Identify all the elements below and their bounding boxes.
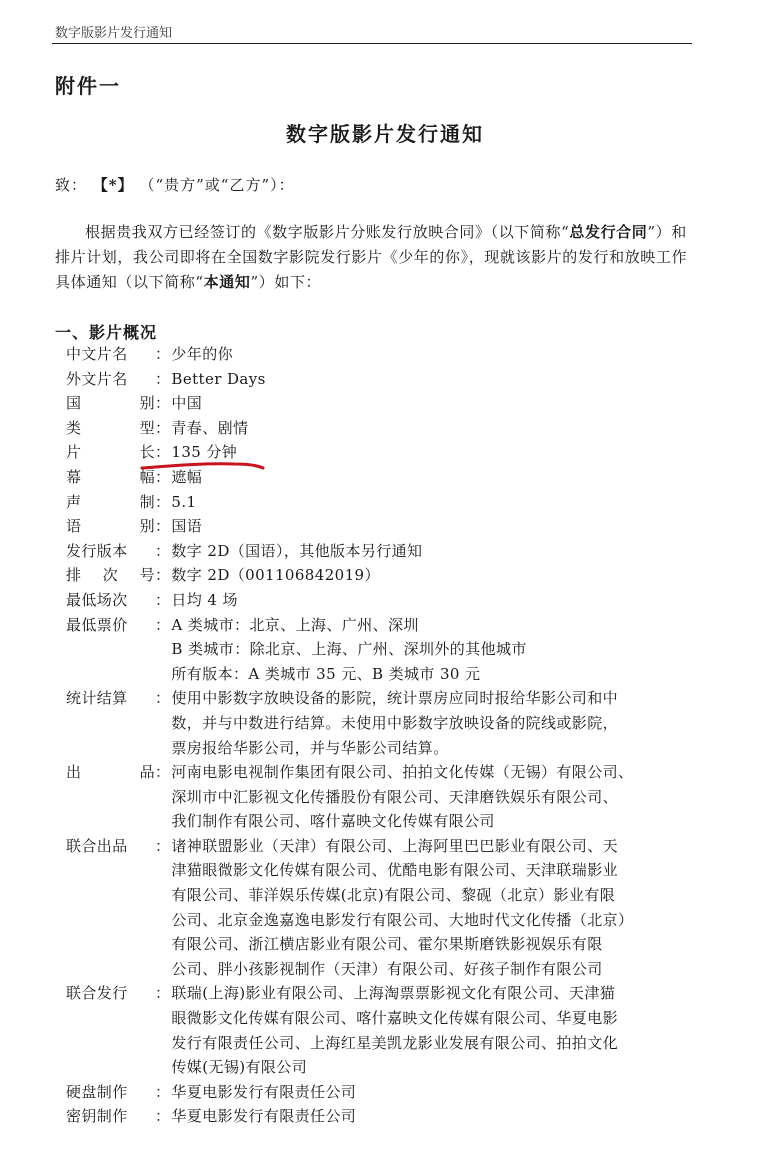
label-colon: ： — [155, 369, 171, 388]
info-label: 片 长 — [66, 443, 155, 462]
red-handwritten-underline — [140, 459, 265, 473]
info-row — [66, 981, 706, 1079]
label-colon: ： — [155, 394, 171, 413]
info-row — [66, 613, 706, 687]
info-value-line: 使用中影数字放映设备的影院，统计票房应同时报给华影公司和中 — [171, 689, 619, 708]
intro-text-1: 根据贵我双方已经签订的《数字版影片分账发行放映合同》（以下简称“ — [85, 223, 570, 241]
intro-term-notice: 本通知 — [203, 273, 251, 291]
info-row — [66, 416, 706, 441]
intro-text-3: ”）如下： — [250, 273, 322, 291]
info-value-line: 公司、胖小孩影视制作（天津）有限公司、好孩子制作有限公司 — [171, 959, 603, 978]
info-value-line: 津猫眼微影文化传媒有限公司、优酷电影有限公司、天津联瑞影业 — [171, 861, 619, 880]
info-label: 声 制 — [66, 492, 155, 511]
info-label: 发行版本 — [66, 541, 128, 560]
salutation — [55, 174, 295, 195]
info-value-line: 遮幅 — [171, 467, 203, 486]
info-value — [171, 342, 706, 367]
info-value-line: 数字 2D（001106842019） — [171, 566, 380, 585]
info-row — [66, 1080, 706, 1105]
info-row — [66, 834, 706, 982]
info-value-line: 数字 2D（国语），其他版本另行通知 — [171, 541, 423, 560]
label-colon: ： — [155, 566, 171, 585]
info-value-line: 青春、剧情 — [171, 418, 249, 437]
info-value — [171, 391, 706, 416]
info-label: 中文片名 — [66, 345, 128, 363]
info-label: 密钥制作 — [66, 1107, 128, 1126]
section-heading-overview: 一、影片概况 — [55, 323, 158, 342]
info-value-line: 发行有限责任公司、上海红星美凯龙影业发展有限公司、拍拍文化 — [171, 1033, 619, 1052]
info-label: 语 别 — [66, 517, 155, 536]
info-value-line: 有限公司、浙江横店影业有限公司、霍尔果斯磨铁影视娱乐有限 — [171, 935, 603, 954]
label-colon: ： — [155, 590, 171, 609]
info-value — [171, 981, 711, 1079]
info-row — [66, 760, 706, 834]
label-colon: ： — [155, 836, 171, 855]
info-value — [171, 563, 706, 588]
label-colon: ： — [155, 1082, 171, 1101]
info-value — [171, 514, 706, 539]
info-label: 外文片名 — [66, 369, 128, 388]
info-row — [66, 342, 706, 367]
running-header: 数字版影片发行通知 — [55, 26, 173, 41]
info-row — [66, 539, 706, 564]
info-value-line: 联瑞(上海)影业有限公司、上海淘票票影视文化有限公司、天津猫 — [171, 984, 616, 1003]
info-label: 国 别 — [66, 394, 155, 413]
label-colon: ： — [155, 467, 171, 486]
info-value-line: 日均 4 场 — [171, 590, 238, 609]
info-value — [171, 760, 711, 834]
label-colon: ： — [155, 541, 171, 560]
info-value-line: 诸神联盟影业（天津）有限公司、上海阿里巴巴影业有限公司、天 — [171, 836, 619, 855]
info-label: 类 型 — [66, 418, 155, 437]
info-value — [171, 1080, 706, 1105]
info-row — [66, 391, 706, 416]
info-value — [171, 416, 706, 441]
info-value-line: 有限公司、菲洋娱乐传媒(北京)有限公司、黎砚（北京）影业有限 — [171, 886, 616, 905]
info-label: 硬盘制作 — [66, 1082, 128, 1101]
info-value-line: 华夏电影发行有限责任公司 — [171, 1107, 357, 1126]
info-value-line: 中国 — [171, 394, 203, 413]
document-title: 数字版影片发行通知 — [286, 122, 484, 146]
label-colon: ： — [155, 689, 171, 708]
info-value — [171, 539, 706, 564]
attachment-label: 附件一 — [55, 74, 121, 98]
label-colon: ： — [155, 763, 171, 782]
info-value — [171, 834, 711, 982]
label-colon: ： — [155, 1107, 171, 1126]
info-value-line: 数，并与中数进行结算。未使用中影数字放映设备的院线或影院， — [171, 713, 619, 732]
info-label: 排 次 号 — [66, 566, 155, 585]
info-label: 出 品 — [66, 763, 155, 782]
info-value-line: 我们制作有限公司、喀什嘉映文化传媒有限公司 — [171, 812, 495, 831]
info-value-line: 眼微影文化传媒有限公司、喀什嘉映文化传媒有限公司、华夏电影 — [171, 1009, 619, 1028]
info-value — [171, 588, 706, 613]
info-value — [171, 613, 711, 687]
label-colon: ： — [155, 492, 171, 511]
label-colon: ： — [155, 615, 171, 634]
info-value-line: 深圳市中汇影视文化传播股份有限公司、天津磨铁娱乐有限公司、 — [171, 787, 619, 806]
info-value-line: 河南电影电视制作集团有限公司、拍拍文化传媒（无锡）有限公司、 — [171, 763, 634, 782]
salutation-prefix: 致： — [55, 176, 88, 194]
info-value-line: 传媒(无锡)有限公司 — [171, 1058, 308, 1077]
intro-text-2: ”）和排片计划，我公司即将在全国数字影院发行影片《少年的你》，现就该影片的发行和放映工作具体通知（以下简称“ — [55, 223, 688, 291]
header-divider — [52, 43, 692, 44]
label-colon: ： — [155, 984, 171, 1003]
info-row — [66, 514, 706, 539]
info-label: 最低场次 — [66, 590, 128, 609]
info-value-line: 票房报给华影公司，并与华影公司结算。 — [171, 738, 449, 757]
info-label: 幕 幅 — [66, 467, 155, 486]
info-row — [66, 588, 706, 613]
info-row — [66, 686, 706, 760]
info-value — [171, 1104, 706, 1129]
info-value-line: 少年的你 — [171, 345, 234, 363]
intro-term-contract: 总发行合同 — [569, 223, 648, 241]
info-value-line: 华夏电影发行有限责任公司 — [171, 1082, 357, 1101]
info-value-line: 135 分钟 — [171, 443, 238, 462]
info-value — [171, 490, 706, 515]
recipient-placeholder: 【*】 — [92, 176, 134, 194]
label-colon: ： — [155, 517, 171, 536]
info-value-line: B 类城市：除北京、上海、广州、深圳外的其他城市 — [171, 640, 527, 659]
info-label: 最低票价 — [66, 615, 128, 634]
info-value-line: 5.1 — [171, 492, 197, 511]
info-label: 联合发行 — [66, 984, 128, 1003]
info-value-line: 国语 — [171, 517, 203, 536]
info-row — [66, 490, 706, 515]
info-value-line: Better Days — [171, 369, 266, 388]
info-value-line: A 类城市：北京、上海、广州、深圳 — [171, 615, 419, 634]
info-label: 统计结算 — [66, 689, 128, 708]
info-value-line: 公司、北京金逸嘉逸电影发行有限公司、大地时代文化传播（北京） — [171, 910, 634, 929]
info-value — [171, 367, 706, 392]
label-colon: ： — [155, 443, 171, 462]
info-value-line: 所有版本：A 类城市 35 元、B 类城市 30 元 — [171, 664, 481, 683]
info-row — [66, 367, 706, 392]
intro-paragraph — [55, 220, 695, 295]
salutation-suffix: （“贵方”或“乙方”）： — [139, 176, 295, 194]
info-row — [66, 1104, 706, 1129]
info-label: 联合出品 — [66, 836, 128, 855]
info-value — [171, 686, 711, 760]
info-row — [66, 563, 706, 588]
label-colon: ： — [155, 418, 171, 437]
label-colon: ： — [155, 345, 171, 363]
